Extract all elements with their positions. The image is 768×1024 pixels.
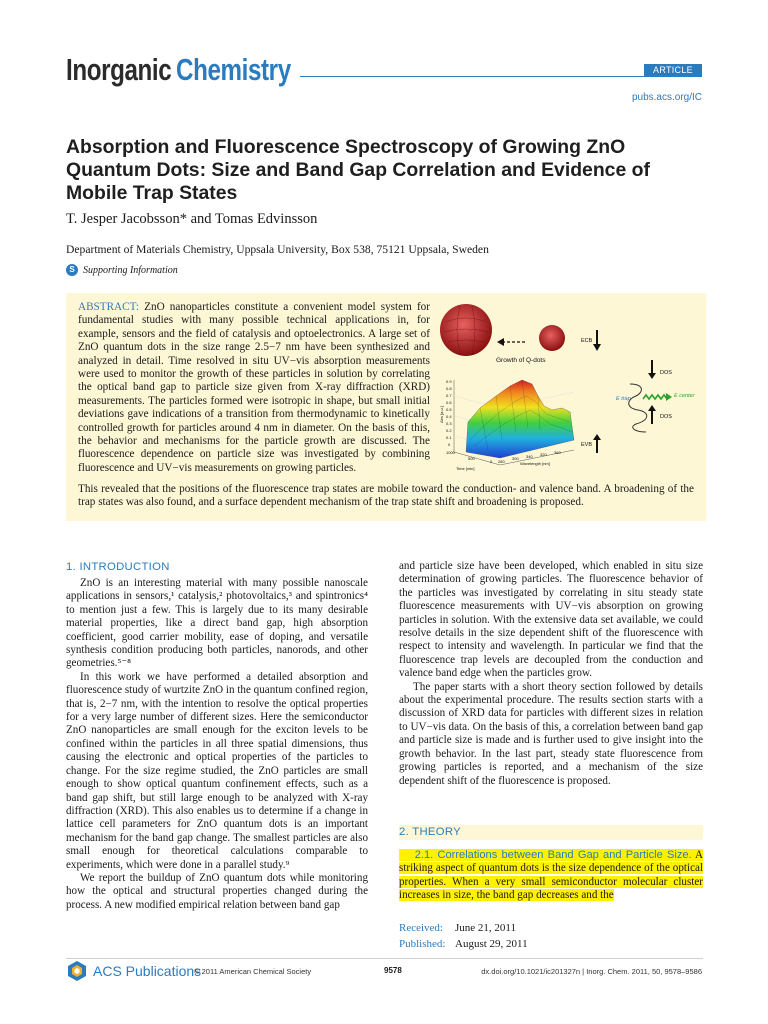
affiliation: Department of Materials Chemistry, Uppsala University, Box 538, 75121 Uppsala, Sweden	[66, 243, 489, 256]
authors: T. Jesper Jacobsson* and Tomas Edvinsson	[66, 211, 318, 227]
toc-y-tick: 0.6	[446, 400, 452, 405]
toc-y-axis-label: Abs [a.u.]	[439, 406, 444, 423]
toc-wl-tick: 320	[540, 452, 547, 457]
abstract-label: ABSTRACT:	[78, 301, 139, 313]
abstract-body-left: ZnO nanoparticles constitute a convenient model system for fundamental studies with many possible technical applications in, for example, sensors and the field of catalysis and optoelectronics. A large set of ZnO quantum dots in the size range 2.5−7 nm have been synthesized and analyzed in detail. Time resolved in situ UV−vis absorption measurements were used to monitor the growth of these particles in solution by correlating the optical band gap to particle size given from X-ray diffraction (XRD) measurements. The particles formed were isotropic in shape, but small initial deviations gave indications of a transition from thermodynamic to kinetically controlled growth for particles around 4 nm in diameter. On the basis of this, the behavior and mechanisms for the particle growth are discussed. The fluorescence dependence on particle size was investigated by combining fluorescence and UV−vis measurements on growing particles.	[78, 301, 431, 474]
growth-label: Growth of Q-dots	[496, 357, 546, 364]
toc-y-tick: 0.3	[446, 421, 452, 426]
copyright-notice: © 2011 American Chemical Society	[194, 967, 312, 976]
theory-text: A striking aspect of quantum dots is the size dependence of the optical properties. When a very small semiconductor molecular cluster increases in size, the band gap decreases and the	[399, 849, 704, 902]
article-title: Absorption and Fluorescence Spectroscopy of Growing ZnO Quantum Dots: Size and Band Gap Correlation and Evidence of Mobile Trap States	[66, 136, 650, 204]
journal-logo-word1: Inorganic	[66, 52, 172, 87]
toc-y-tick: 0.1	[446, 435, 452, 440]
received-label: Received:	[399, 922, 443, 934]
evb-label: EVB	[581, 442, 593, 448]
header-rule	[300, 76, 702, 77]
toc-wavelength-axis-label: Wavelength [nm]	[520, 461, 550, 466]
toc-y-tick: 0.9	[446, 379, 452, 384]
dos-label-1: DOS	[660, 370, 672, 376]
dos-label-2: DOS	[660, 414, 672, 420]
toc-y-tick: 0.7	[446, 393, 452, 398]
received-date: June 21, 2011	[455, 922, 517, 934]
toc-y-tick: 0	[448, 442, 451, 447]
right-column	[399, 560, 703, 788]
toc-y-tick: 0.8	[446, 386, 452, 391]
abstract-text-full: This revealed that the positions of the fluorescence trap states are mobile toward the conduction- and valence band. A broadening of the trap states was also found, and a surface dependent mechanism of the trap state shift and broadening is proposed.	[78, 483, 694, 509]
journal-url-link[interactable]: pubs.acs.org/IC	[631, 92, 702, 103]
published-label: Published:	[399, 938, 446, 950]
toc-time-axis-label: Time [min]	[456, 466, 475, 471]
large-quantum-dot-icon	[440, 304, 492, 356]
theory-paragraph	[399, 849, 703, 903]
toc-graphic	[440, 300, 702, 478]
publisher-name: ACS Publications	[93, 963, 202, 979]
toc-y-tick: 0.2	[446, 428, 452, 433]
abstract-text-left	[78, 301, 430, 475]
acs-hexagon-icon	[66, 960, 88, 982]
toc-wl-tick: 300	[512, 456, 519, 461]
intro-paragraph-1: ZnO is an interesting material with many possible nanoscale applications in sensors,¹ catalysis,² photovoltaics,³ and spintronics⁴ to mention just a few. This is largely due to its many desirable material properties, like a direct band gap, high absorption coefficient, good carrier mobility, ease of doping, and versatile synthesis condition producing both particles, nanorods, and other geometries.⁵⁻⁸	[66, 577, 368, 670]
doi-citation[interactable]: dx.doi.org/10.1021/ic201327n | Inorg. Chem. 2011, 50, 9578–9586	[481, 967, 702, 976]
section-1-heading: 1. INTRODUCTION	[66, 561, 170, 573]
supporting-info-label: Supporting Information	[83, 264, 178, 276]
toc-wl-tick: 340	[526, 454, 533, 459]
e-trap-label: E trap	[616, 396, 631, 402]
subsection-2-1-heading: 2.1. Correlations between Band Gap and Particle Size.	[414, 849, 692, 861]
intro-paragraph-2: In this work we have performed a detailed absorption and fluorescence study of wurtzite ZnO in the quantum confined region, that is, 2−7 nm, with the intention to resolve the optical properties for a very large number of different sizes. Here the semiconductor ZnO nanoparticles are small enough for the exciton levels to be confined within the particles in all three spatial dimensions, thus causing the electronic and optical properties of the particles to change. For the size regime studied, the ZnO particles are small enough to show optical quantum confinement effects, such as a band gap shift, but still large enough to be analyzed with X-ray diffraction (XRD). This also enables us to determine if a change in lattice cell parameters for ZnO quantum dots is an important mechanism for the band gap change. The smallest particles are also small enough for theoretical calculations comparable to experiments, which were done in a parallel study.⁹	[66, 670, 368, 871]
section-2-heading-text: 2. THEORY	[399, 826, 461, 838]
supporting-information-link[interactable]	[66, 264, 178, 276]
acs-publications-logo	[66, 960, 201, 982]
footer-rule	[66, 958, 703, 959]
intro-paragraph-5: The paper starts with a short theory section followed by details about the experimental procedure. The results section starts with a discussion of XRD data for particles with different sizes in relation to UV−vis data. On the basis of this, a correlation between band gap and particle size is made and is further used to give insight into the growth behavior. In the last part, steady state fluorescence from growing particles is reported, and a mechanism of the size dependent shift of the fluorescence is proposed.	[399, 680, 703, 787]
toc-time-tick: 0	[490, 459, 493, 464]
toc-y-tick: 0.5	[446, 407, 452, 412]
article-type-badge: ARTICLE	[644, 64, 702, 77]
page-number: 9578	[384, 966, 402, 975]
e-center-label: E center	[674, 393, 695, 399]
toc-time-tick: 500	[468, 456, 475, 461]
intro-paragraph-4: and particle size have been developed, which enabled in situ size determination of growing particles. The fluorescence behavior of the particles was investigated by correlating in situ steady state fluorescence measurements with UV−vis absorption on growing particles in solution. With the extensive data set available, we could resolve details in the size dependent shift of the fluorescence with respect to intensity and wavelength. In particular we find that the fluorescence trap levels are decoupled from the conduction and valence band edge when the particles grow.	[399, 560, 703, 680]
supporting-info-icon: S	[66, 264, 78, 276]
section-2-heading	[399, 825, 703, 840]
published-date: August 29, 2011	[455, 938, 528, 950]
small-quantum-dot-icon	[539, 325, 565, 351]
article-dates	[399, 920, 528, 952]
dos-curve	[629, 384, 647, 432]
toc-y-tick: 0.4	[446, 414, 452, 419]
toc-time-tick: 1000	[446, 450, 455, 455]
journal-logo-word2: Chemistry	[176, 52, 291, 87]
left-column	[66, 577, 368, 912]
fluorescence-wave-icon	[643, 395, 667, 399]
toc-wl-tick: 360	[554, 450, 561, 455]
intro-paragraph-3: We report the buildup of ZnO quantum dots while monitoring how the optical and structural properties changed during the process. A new modified empirical relation between band gap	[66, 871, 368, 911]
ecb-label: ECB	[581, 338, 593, 344]
toc-wl-tick: 280	[498, 459, 505, 464]
